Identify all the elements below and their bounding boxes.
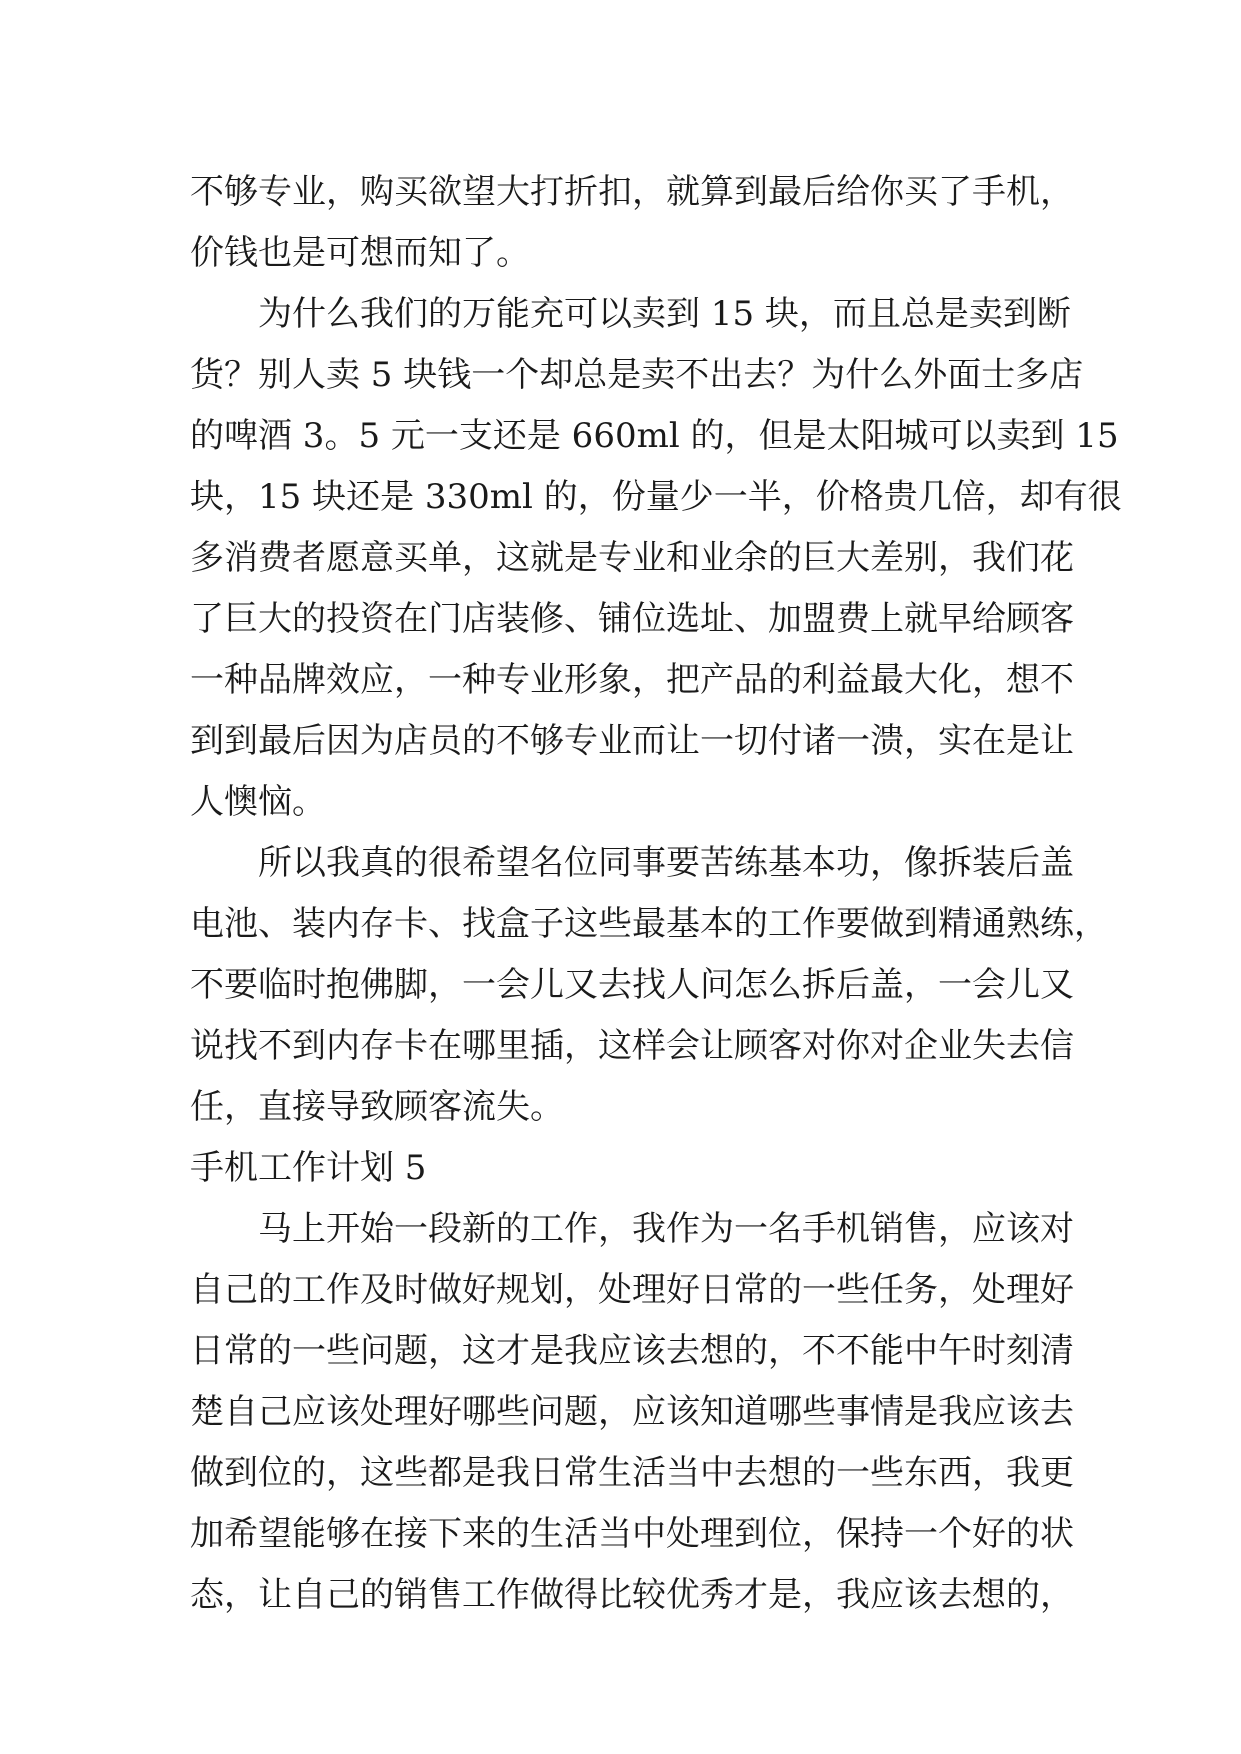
text-line: 块，15 块还是 330ml 的，份量少一半，价格贵几倍，却有很 [190,477,1122,517]
text-line: 任，直接导致顾客流失。 [190,1087,564,1127]
paragraph-first-line: 所以我真的很希望名位同事要苦练基本功，像拆装后盖 [258,843,1074,883]
section-heading: 手机工作计划 5 [190,1148,427,1188]
text-line: 做到位的，这些都是我日常生活当中去想的一些东西，我更 [190,1453,1074,1493]
text-line: 电池、装内存卡、找盒子这些最基本的工作要做到精通熟练， [190,904,1108,944]
text-line: 加希望能够在接下来的生活当中处理到位，保持一个好的状 [190,1514,1074,1554]
text-line: 楚自己应该处理好哪些问题，应该知道哪些事情是我应该去 [190,1392,1074,1432]
text-line: 态，让自己的销售工作做得比较优秀才是，我应该去想的， [190,1575,1074,1615]
document-body [190,162,1122,1626]
text-line: 日常的一些问题，这才是我应该去想的，不不能中午时刻清 [190,1331,1074,1371]
text-line: 的啤酒 3。5 元一支还是 660ml 的，但是太阳城可以卖到 15 [190,416,1119,456]
paragraph-first-line: 马上开始一段新的工作，我作为一名手机销售，应该对 [258,1209,1074,1249]
text-line: 了巨大的投资在门店装修、铺位选址、加盟费上就早给顾客 [190,599,1074,639]
text-line: 人懊恼。 [190,782,326,822]
text-line: 说找不到内存卡在哪里插，这样会让顾客对你对企业失去信 [190,1026,1074,1066]
text-line: 不要临时抱佛脚，一会儿又去找人问怎么拆后盖，一会儿又 [190,965,1074,1005]
text-line: 一种品牌效应，一种专业形象，把产品的利益最大化，想不 [190,660,1074,700]
text-line: 自己的工作及时做好规划，处理好日常的一些任务，处理好 [190,1270,1074,1310]
text-line: 不够专业，购买欲望大打折扣，就算到最后给你买了手机， [190,172,1074,212]
text-line: 多消费者愿意买单，这就是专业和业余的巨大差别，我们花 [190,538,1074,578]
paragraph-first-line: 为什么我们的万能充可以卖到 15 块，而且总是卖到断 [258,294,1071,334]
text-line: 货？别人卖 5 块钱一个却总是卖不出去？为什么外面士多店 [190,355,1084,395]
text-line: 价钱也是可想而知了。 [190,233,530,273]
text-line: 到到最后因为店员的不够专业而让一切付诸一溃，实在是让 [190,721,1074,761]
